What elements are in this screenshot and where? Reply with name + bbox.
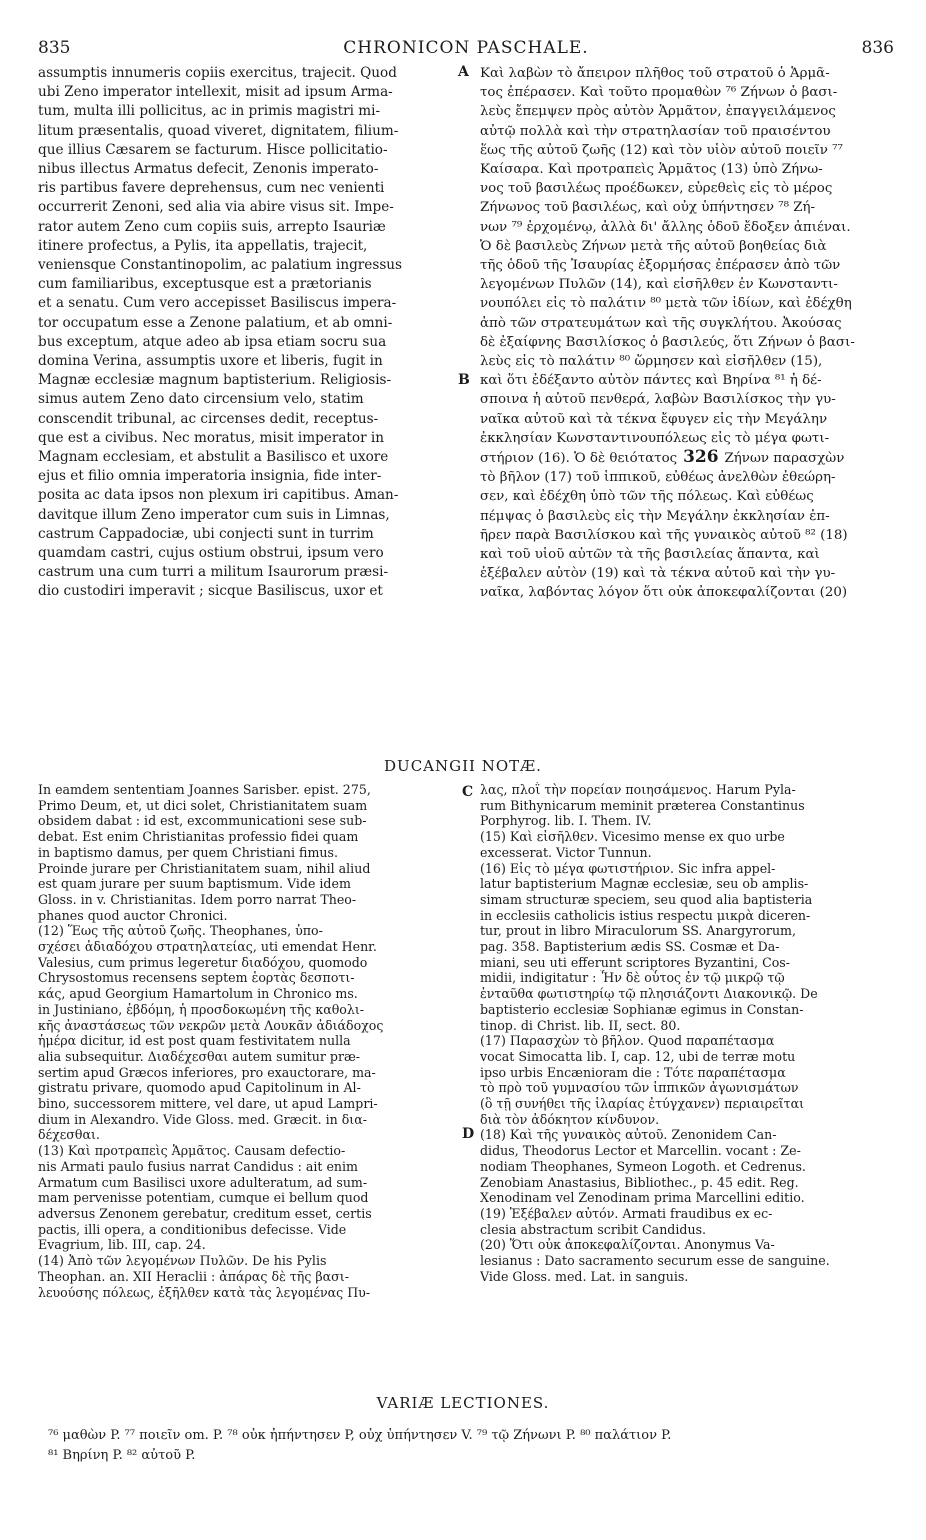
note-line: in Justiniano, ἑβδόμη, ἡ προσδοκωμένη τῆς καθολι-	[38, 1001, 365, 1017]
latin-line: conscendit tribunal, ac circenses dedit, receptus-	[38, 410, 379, 427]
greek-line: νων ⁷⁹ ἐρχομένῳ, ἀλλὰ δι' ἄλλης ὁδοῦ ἔδοξεν ἀπιέναι.	[480, 219, 851, 235]
latin-text-column	[38, 64, 454, 602]
greek-line: αὐτῷ πολλὰ καὶ τὴν στρατηλασίαν τοῦ πραισέντου	[480, 123, 831, 139]
notes-right-column	[480, 782, 892, 1285]
note-line: alia subsequitur. Διαδέχεσθαι autem sumitur præ-	[38, 1048, 361, 1064]
note-line: excesserat. Victor Tunnun.	[480, 844, 652, 860]
note-line: (13) Καὶ προτραπεὶς Ἁρμᾶτος. Causam defectio-	[38, 1143, 346, 1159]
latin-line: davitque illum Zeno imperator cum suis in Limnas,	[38, 506, 390, 523]
note-line: est quam jurare per suum baptismum. Vide idem	[38, 876, 351, 892]
note-line: latur baptisterium Magnæ ecclesiæ, seu ob amplis-	[480, 876, 809, 892]
latin-line: dio custodiri imperavit ; sicque Basiliscus, uxor et	[38, 583, 383, 600]
running-header	[38, 38, 894, 60]
note-line: (15) Καὶ εἰσῆλθεν. Vicesimo mense ex quo urbe	[480, 829, 785, 845]
note-line: In eamdem sententiam Joannes Sarisber. epist. 275,	[38, 782, 371, 797]
latin-line: que illius Cæsarem se facturum. Hisce pollicitatio-	[38, 141, 388, 158]
note-line: tinop. di Christ. lib. II, sect. 80.	[480, 1017, 681, 1033]
note-line: miani, seu uti efferunt scriptores Byzantini, Cos-	[480, 954, 791, 970]
latin-line: castrum una cum turri a militum Isaurorum præsi-	[38, 564, 389, 581]
greek-line: δὲ ἐξαίφνης Βασιλίσκος ὁ βασιλεύς, ὅτι Ζήνων ὁ βασι-	[480, 334, 855, 350]
greek-line: ῆρεν παρὰ Βασιλίσκου καὶ τῆς γυναικὸς αὐτοῦ ⁸² (18)	[480, 527, 848, 543]
note-line: Evagrium, lib. III, cap. 24.	[38, 1237, 206, 1253]
note-line: simam structuræ speciem, seu quod alia baptisteria	[480, 891, 813, 907]
note-line: λας, πλοῒ τὴν πορείαν ποιησάμενος. Harum Pyla-	[480, 782, 796, 797]
latin-line: rator autem Zeno cum copiis suis, arrepto Isauriæ	[38, 218, 386, 235]
note-line: Xenodinam vel Zenodinam prima Marcellini editio.	[480, 1190, 805, 1206]
greek-line: ναῖκα, λαβόντας λόγον ὅτι οὐκ ἀποκεφαλίζονται (20)	[480, 585, 848, 601]
greek-line: Καὶ λαβὼν τὸ ἄπειρον πλῆθος τοῦ στρατοῦ ὁ Ἁρμᾶ-	[480, 66, 830, 81]
notes-title: DUCANGII NOTÆ.	[384, 757, 542, 775]
notes-left-column	[38, 782, 456, 1300]
greek-line: ἐκκλησίαν Κωνσταντινουπόλεως εἰς τὸ μέγα φωτι-	[480, 430, 830, 446]
variae-lectiones	[48, 1426, 898, 1466]
margin-letter-b: B	[458, 372, 470, 388]
note-line: (17) Παρασχὼν τὸ βῆλον. Quod παραπέτασμα	[480, 1033, 775, 1049]
note-line: (ὃ τῇ συνήθει τῆς ἱλαρίας ἐτύγχανεν) περιαιρεῖται	[480, 1096, 805, 1112]
note-line: σχέσει ἀδιαδόχου στρατηλατείας, uti emendat Henr.	[38, 939, 377, 955]
greek-line: ναῖκα αὐτοῦ καὶ τὰ τέκνα ἔφυγεν εἰς τὴν Μεγάλην	[480, 411, 828, 427]
latin-line: cum familiaribus, exceptusque est a prætorianis	[38, 276, 372, 293]
latin-line: ris partibus favere deprehensus, cum nec venienti	[38, 180, 385, 197]
running-title: CHRONICON PASCHALE.	[343, 38, 589, 58]
greek-line: λεγομένων Πυλῶν (14), καὶ εἰσῆλθεν ἐν Κωνσταντι-	[480, 277, 838, 293]
greek-line: λεὺς ἔπεμψεν πρὸς αὐτὸν Ἁρμᾶτον, ἐπαγγειλάμενος	[480, 104, 836, 120]
note-line: obsidem dabat : id est, excommunicationi sese sub-	[38, 813, 367, 829]
note-line: ἐνταῦθα φωτιστηρίῳ τῷ πλησιάζοντι Διακονικῷ. De	[480, 986, 818, 1002]
latin-line: posita ac data ipsos non plexum iri capitibus. Aman-	[38, 487, 399, 504]
note-line: tur, prout in libro Miraculorum SS. Anargyrorum,	[480, 923, 796, 939]
latin-line: veniensque Constantinopolim, ac palatium ingressus	[38, 257, 403, 274]
latin-line: quamdam castri, cujus ostium obstrui, ipsum vero	[38, 545, 384, 562]
note-line: sertim apud Græcos inferiores, pro exauctorare, ma-	[38, 1064, 376, 1080]
note-line: didus, Theodorus Lector et Marcellin. vocant : Ze-	[480, 1143, 801, 1159]
greek-text-column	[480, 64, 892, 603]
note-line: dium in Alexandro. Vide Gloss. med. Græcit. in δια-	[38, 1111, 368, 1127]
greek-line: τὸ βῆλον (17) τοῦ ἱππικοῦ, εὐθέως ἀνελθὼν ἐθεώρη-	[480, 470, 836, 486]
greek-line: νος τοῦ βασιλέως προέδωκεν, εὑρεθεὶς εἰς τὸ μέρος	[480, 181, 833, 197]
note-line: nodiam Theophanes, Symeon Logoth. et Cedrenus.	[480, 1158, 806, 1174]
note-line: (20) Ὅτι οὐκ ἀποκεφαλίζονται. Anonymus Va-	[480, 1237, 775, 1253]
margin-letter-d: D	[462, 1126, 475, 1142]
greek-line: καὶ ὅτι ἐδέξαντο αὐτὸν πάντες καὶ Βηρίνα ⁸¹ ἡ δέ-	[480, 373, 822, 389]
latin-line: que est a civibus. Nec moratus, misit imperator in	[38, 429, 385, 446]
note-line: lesianus : Dato sacramento securum esse de sanguine.	[480, 1253, 830, 1269]
note-line: bino, successorem mittere, vel dare, ut apud Lampri-	[38, 1096, 378, 1112]
note-line: rum Bithynicarum meminit præterea Constantinus	[480, 797, 805, 813]
note-line: Chrysostomus recensens septem ἑορτὰς δεσποτι-	[38, 970, 355, 986]
variae-lectiones-title: VARIÆ LECTIONES.	[376, 1394, 550, 1412]
note-line: phanes quod auctor Chronici.	[38, 907, 228, 923]
note-line: nis Armati paulo fusius narrat Candidus : ait enim	[38, 1158, 358, 1174]
note-line: ἡμέρα dicitur, id est post quam festivitatem nulla	[38, 1033, 351, 1049]
margin-letter-a: A	[458, 64, 469, 80]
note-line: clesia abstractum scribit Candidus.	[480, 1221, 707, 1237]
note-line: Valesius, cum primus legeretur διαδόχου, quomodo	[38, 954, 368, 970]
page-number-right: 836	[861, 38, 894, 58]
note-line: mam pervenisse potentiam, cumque ei bellum quod	[38, 1190, 369, 1206]
latin-line: castrum Cappadociæ, ubi conjecti sunt in turrim	[38, 525, 374, 542]
greek-line-tail: Ζήνων παρασχὼν	[724, 451, 845, 467]
note-line: Gloss. in v. Christianitas. Idem porro narrat Theo-	[38, 891, 357, 907]
note-line: (18) Καὶ τῆς γυναικὸς αὐτοῦ. Zenonidem Can-	[480, 1127, 777, 1143]
margin-letter-c: C	[462, 784, 474, 800]
note-line: adversus Zenonem gerebatur, creditum esset, certis	[38, 1205, 372, 1221]
greek-line: ἕως τῆς αὐτοῦ ζωῆς (12) καὶ τὸν υἱὸν αὐτοῦ ποιεῖν ⁷⁷	[480, 142, 843, 158]
note-line: Primo Deum, et, ut dici solet, Christianitatem suam	[38, 797, 368, 813]
note-line: in ecclesiis catholicis istius respectu μικρὰ diceren-	[480, 907, 811, 923]
note-line: (19) Ἐξέβαλεν αὐτόν. Armati fraudibus ex ec-	[480, 1205, 773, 1221]
variant-line: ⁸¹ Βηρίνη P. ⁸² αὐτοῦ P.	[48, 1448, 196, 1463]
latin-line: occurrerit Zenoni, sed alia via abire visus sit. Impe-	[38, 199, 394, 216]
greek-line: τος ἐπέρασεν. Καὶ τοῦτο προμαθὼν ⁷⁶ Ζήνων ὁ βασι-	[480, 85, 838, 101]
latin-line: ejus et filio omnia imperatoria insignia, fide inter-	[38, 468, 382, 485]
note-line: pactis, illi opera, a conditionibus defecisse. Vide	[38, 1221, 347, 1237]
note-line: τὸ πρὸ τοῦ γυμνασίου τῶν ἱππικῶν ἀγωνισμάτων	[480, 1080, 799, 1096]
latin-line: itinere profectus, a Pylis, ita appellatis, trajecit,	[38, 237, 368, 254]
greek-line: τῆς ὁδοῦ τῆς Ἰσαυρίας ἐξορμήσας ἐπέρασεν ἀπὸ τῶν	[480, 258, 841, 274]
note-line: Porphyrog. lib. I. Them. IV.	[480, 813, 652, 829]
note-line: Proinde jurare per Christianitatem suam, nihil aliud	[38, 860, 371, 876]
latin-line: Magnam ecclesiam, et abstulit a Basilisco et uxore	[38, 449, 389, 466]
note-line: δέχεσθαι.	[38, 1127, 100, 1143]
greek-line: Ζήνωνος τοῦ βασιλέως, καὶ οὐχ ὑπήντησεν ⁷⁸ Ζή-	[480, 200, 816, 216]
variant-line: ⁷⁶ μαθὼν P. ⁷⁷ ποιεῖν om. P. ⁷⁸ οὐκ ἠπήντησεν P, οὐχ ὑπήντησεν V. ⁷⁹ τῷ Ζήνωνι P. ⁸⁰ παλάτιον P.	[48, 1428, 672, 1443]
edition-page-marker: 326	[677, 448, 725, 468]
latin-line: simus autem Zeno dato circensium velo, statim	[38, 391, 364, 408]
latin-line: tum, multa illi pollicitus, ac in primis magistri mi-	[38, 103, 381, 120]
note-line: κάς, apud Georgium Hamartolum in Chronico ms.	[38, 986, 358, 1002]
note-line: λευούσης πόλεως, ἐξῆλθεν κατὰ τὰς λεγομένας Πυ-	[38, 1284, 371, 1300]
latin-line: et a senatu. Cum vero accepisset Basiliscus impera-	[38, 295, 397, 312]
greek-line: πέμψας ὁ βασιλεὺς εἰς τὴν Μεγάλην ἐκκλησίαν ἐπ-	[480, 508, 830, 524]
greek-line: ἐξέβαλεν αὐτὸν (19) καὶ τὰ τέκνα αὐτοῦ καὶ τὴν γυ-	[480, 566, 836, 582]
note-line: gistratu privare, quomodo apud Capitolinum in Al-	[38, 1080, 361, 1096]
note-line: midii, indigitatur : Ἦν δὲ οὗτος ἐν τῷ μικρῷ τῷ	[480, 970, 785, 986]
note-line: Armatum cum Basilisci uxore adulteratum, ad sum-	[38, 1174, 368, 1190]
note-line: κῆς ἀναστάσεως τῶν νεκρῶν μετὰ Λουκᾶν ἀδιάδοχος	[38, 1017, 384, 1033]
note-line: Theophan. an. XII Heraclii : ἀπάρας δὲ τῆς βασι-	[38, 1268, 349, 1284]
note-line: debat. Est enim Christianitas professio fidei quam	[38, 829, 359, 845]
note-line: (14) Ἀπὸ τῶν λεγομένων Πυλῶν. De his Pylis	[38, 1253, 327, 1269]
greek-line: Ὁ δὲ βασιλεὺς Ζήνων μετὰ τῆς αὐτοῦ βοηθείας διὰ	[480, 238, 827, 254]
note-line: Vide Gloss. med. Lat. in sanguis.	[480, 1268, 689, 1284]
latin-line: tor occupatum esse a Zenone palatium, et ab omni-	[38, 314, 393, 331]
note-line: in baptismo damus, per quem Christiani fimus.	[38, 844, 338, 860]
greek-line: Καίσαρα. Καὶ προτραπεὶς Ἁρμᾶτος (13) ὑπὸ Ζήνω-	[480, 162, 823, 178]
note-line: vocat Simocatta lib. I, cap. 12, ubi de terræ motu	[480, 1048, 796, 1064]
greek-line: σεν, καὶ ἐδέχθη ὑπὸ τῶν τῆς πόλεως. Καὶ εὐθέως	[480, 489, 814, 505]
note-line: (12) Ἕως τῆς αὐτοῦ ζωῆς. Theophanes, ὑπο-	[38, 923, 323, 939]
note-line: baptisterio ecclesiæ Sophianæ egimus in Constan-	[480, 1001, 804, 1017]
note-line: Zenobiam Anastasius, Bibliothec., p. 45 edit. Reg.	[480, 1174, 799, 1190]
page-number-left: 835	[38, 38, 71, 58]
latin-line: domina Verina, assumptis uxore et liberis, fugit in	[38, 353, 383, 370]
latin-line: bus exceptum, atque adeo ab ipsa etiam socru sua	[38, 333, 387, 350]
latin-line: ubi Zeno imperator intellexit, misit ad ipsum Arma-	[38, 84, 393, 101]
greek-line: λεὺς εἰς τὸ παλάτιν ⁸⁰ ὥρμησεν καὶ εἰσῆλθεν (15),	[480, 354, 823, 370]
latin-line: litum præsentalis, quoad viveret, dignitatem, filium-	[38, 122, 399, 139]
greek-line: ἀπὸ τῶν στρατευμάτων καὶ τῆς συγκλήτου. Ἀκούσας	[480, 315, 842, 331]
greek-line: σποινα ἡ αὐτοῦ πενθερά, λαβὼν Βασιλίσκος τὴν γυ-	[480, 392, 836, 408]
latin-line: nibus illectus Armatus defecit, Zenonis imperato-	[38, 161, 379, 178]
note-line: pag. 358. Baptisterium ædis SS. Cosmæ et Da-	[480, 939, 780, 955]
note-line: διὰ τὸν ἀδόκητον κίνδυνον.	[480, 1111, 660, 1127]
note-line: ipso urbis Encænioram die : Τότε παραπέτασμα	[480, 1064, 786, 1080]
note-line: (16) Εἰς τὸ μέγα φωτιστήριον. Sic infra appel-	[480, 860, 776, 876]
latin-line: assumptis innumeris copiis exercitus, trajecit. Quod	[38, 65, 397, 81]
latin-line: Magnæ ecclesiæ magnum baptisterium. Religiosis-	[38, 372, 392, 389]
greek-line: καὶ τοῦ υἱοῦ αὐτῶν τὰ τῆς βασιλείας ἅπαντα, καὶ	[480, 547, 820, 563]
greek-line: νουπόλει εἰς τὸ παλάτιν ⁸⁰ μετὰ τῶν ἰδίων, καὶ ἐδέχθη	[480, 296, 852, 312]
greek-line: στήριον (16). Ὁ δὲ θειότατος 326 Ζήνων παρασχὼν	[480, 448, 845, 468]
